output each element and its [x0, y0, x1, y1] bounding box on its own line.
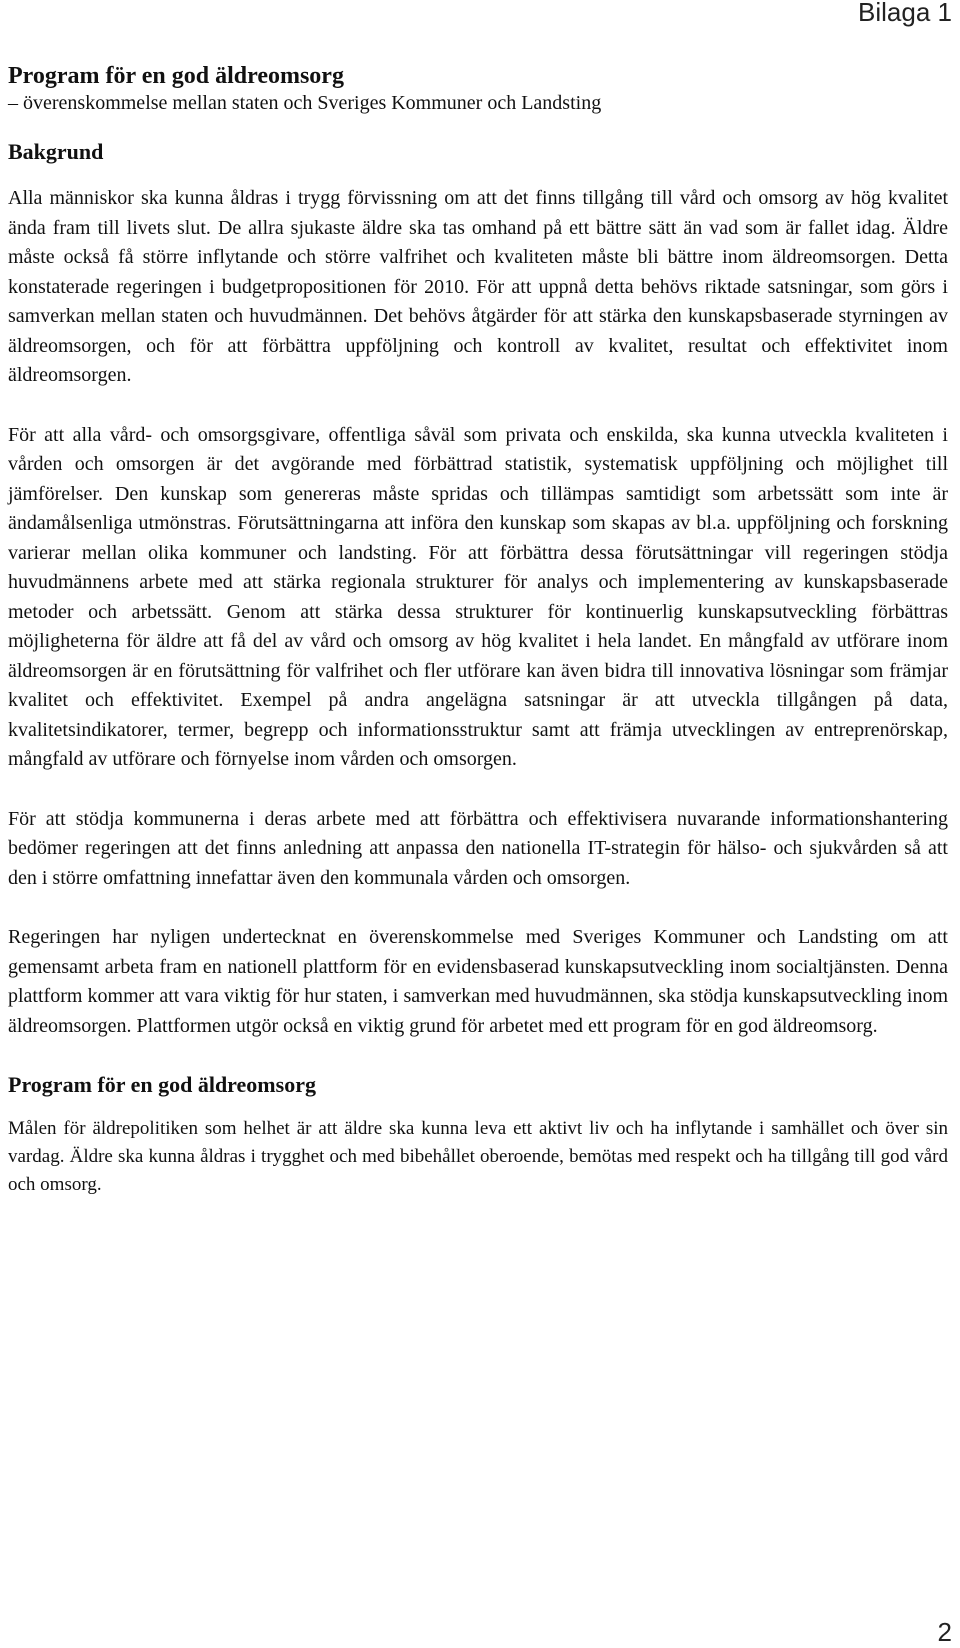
- appendix-label: Bilaga 1: [858, 0, 952, 27]
- page-number: 2: [937, 1617, 952, 1647]
- paragraph-5: Målen för äldrepolitiken som helhet är att äldre ska kunna leva ett aktivt liv och ha inflytande i samhället och över sin vardag. Äldre ska kunna åldras i trygghet och med bibehållet oberoende, bemötas med respekt och ha tillgång till god vård och omsorg.: [8, 1118, 948, 1195]
- document-body: [8, 62, 948, 1199]
- paragraph-2: För att alla vård- och omsorgsgivare, offentliga såväl som privata och enskilda, ska kunna utveckla kvaliteten i vården och omsorgen är det avgörande med förbättrad statistik, systematisk uppföljning och möjlighet till jämförelser. Den kunskap som genereras måste spridas och tillämpas samtidigt som arbetssätt som inte är ändamålsenliga utmönstras. Förutsättningarna att införa den kunskap som skapas av bl.a. uppföljning och forskning varierar mellan olika kommuner och landsting. För att förbättra dessa förutsättningar vill regeringen stödja huvudmännens arbete med att stärka regionala strukturer för analys och implementering av kunskapsbaserade metoder och arbetssätt. Genom att stärka dessa strukturer för kontinuerlig kunskapsutveckling förbättras möjligheterna för äldre att få del av vård och omsorg av hög kvalitet i hela landet. En mångfald av utförare inom äldreomsorgen är en förutsättning för valfrihet och fler utförare kan även bidra till innovativa lösningar som främjar kvalitet och effektivitet. Exempel på andra angelägna satsningar är att utveckla tillgången på data, kvalitetsindikatorer, termer, begrepp och informationsstruktur samt att främja utvecklingen av entreprenörskap, mångfald av utförare och förnyelse inom vården och omsorgen.: [8, 423, 948, 770]
- section-heading-bakgrund: Bakgrund: [8, 139, 104, 164]
- section-heading-program: Program för en god äldreomsorg: [8, 1072, 316, 1097]
- paragraph-4: Regeringen har nyligen undertecknat en överenskommelse med Sveriges Kommuner och Landsting om att gemensamt arbeta fram en nationell plattform för en evidensbaserad kunskapsutveckling inom socialtjänsten. Denna plattform kommer att vara viktig för hur staten, i samverkan med huvudmännen, ska stödja kunskapsutveckling inom äldreomsorgen. Plattformen utgör också en viktig grund för arbetet med ett program för en god äldreomsorg.: [8, 926, 948, 1037]
- document-subtitle: – överenskommelse mellan staten och Sveriges Kommuner och Landsting: [8, 92, 602, 114]
- paragraph-3: För att stödja kommunerna i deras arbete med att förbättra och effektivisera nuvarande informationshantering bedömer regeringen att det finns anledning att anpassa den nationella IT-strategin för hälso- och sjukvården så att den i större omfattning innefattar även den kommunala vården och omsorgen.: [8, 807, 948, 889]
- paragraph-1: Alla människor ska kunna åldras i trygg förvissning om att det finns tillgång till vård och omsorg av hög kvalitet ända fram till livets slut. De allra sjukaste äldre ska tas omhand på ett bättre sätt än vad som är fallet idag. Äldre måste också få större inflytande och större valfrihet och kvaliteten måste bli bättre inom äldreomsorgen. Detta konstaterade regeringen i budgetpropositionen för 2010. För att uppnå detta behövs riktade satsningar, som görs i samverkan mellan staten och huvudmännen. Det behövs åtgärder för att stärka den kunskapsbaserade styrningen av äldreomsorgen, och för att förbättra uppföljning och kontroll av kvalitet, resultat och effektivitet inom äldreomsorgen.: [8, 187, 948, 386]
- document-title: Program för en god äldreomsorg: [8, 63, 344, 89]
